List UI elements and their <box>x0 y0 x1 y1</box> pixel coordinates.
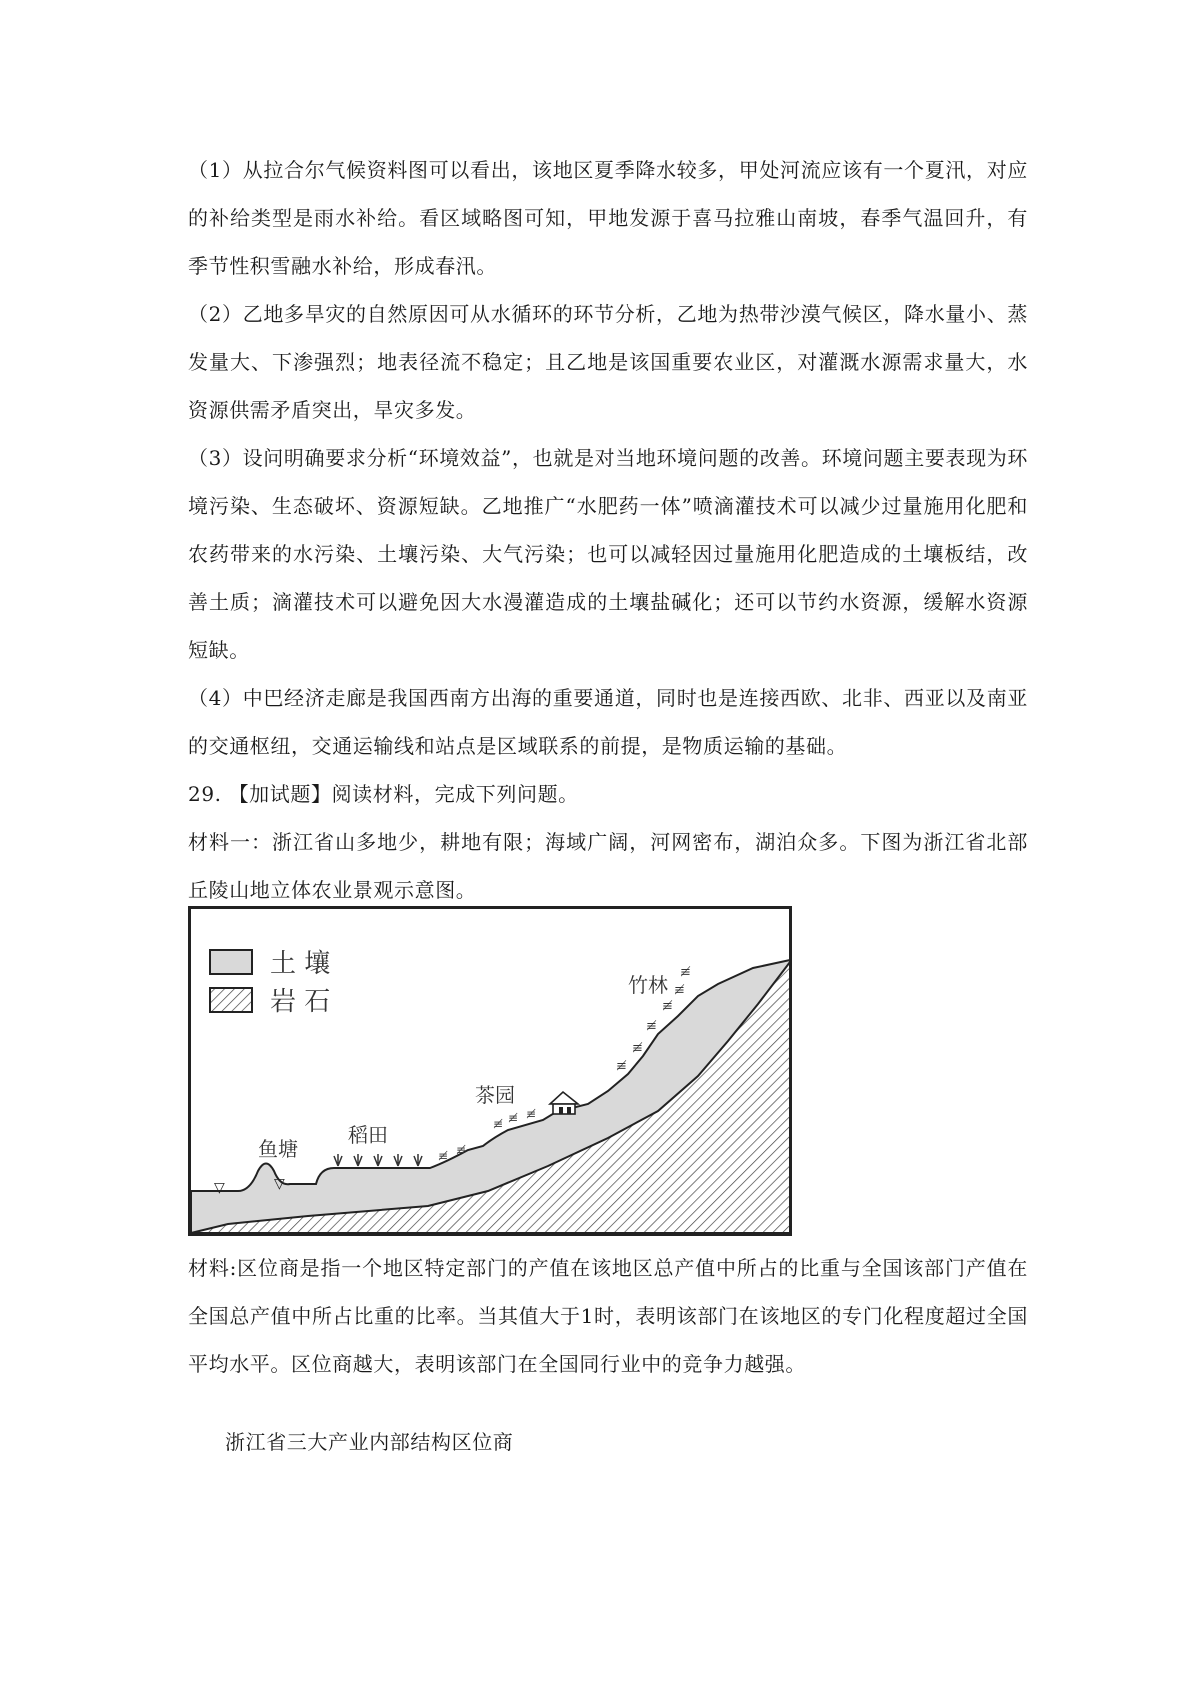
material-two <box>188 1244 1028 1388</box>
table-title: 浙江省三大产业内部结构区位商 <box>225 1430 514 1454</box>
material-one: 材料一：浙江省山多地少，耕地有限；海域广阔，河网密布，湖泊众多。下图为浙江省北部丘陵山地立体农业景观示意图。 <box>188 830 1028 902</box>
svg-text:≢: ≢ <box>493 1117 504 1131</box>
svg-text:≢: ≢ <box>646 1019 657 1034</box>
question-heading: 29. 【加试题】阅读材料，完成下列问题。 <box>188 782 579 806</box>
tea-garden-label: 茶园 <box>475 1083 515 1107</box>
paddy-label: 稻田 <box>348 1123 388 1147</box>
water-symbol-icon: ▽ <box>214 1180 225 1196</box>
svg-text:≢: ≢ <box>632 1041 643 1056</box>
terrace-agriculture-figure <box>188 906 792 1236</box>
svg-text:≢: ≢ <box>662 999 673 1014</box>
fishpond-label: 鱼塘 <box>258 1137 298 1161</box>
bamboo-label: 竹林 <box>628 973 668 997</box>
svg-text:≢: ≢ <box>616 1059 627 1074</box>
legend-rock-swatch <box>210 988 252 1012</box>
paragraph: （1）从拉合尔气候资料图可以看出，该地区夏季降水较多，甲处河流应该有一个夏汛，对应的补给类型是雨水补给。看区域略图可知，甲地发源于喜马拉雅山南坡，春季气温回升，有季节性积雪融水补给，形成春汛。 <box>188 158 1028 278</box>
paragraph: （4）中巴经济走廊是我国西南方出海的重要通道，同时也是连接西欧、北非、西亚以及南亚的交通枢纽，交通运输线和站点是区域联系的前提，是物质运输的基础。 <box>188 686 1028 758</box>
svg-text:≢: ≢ <box>526 1107 537 1121</box>
paragraph: （3）设问明确要求分析“环境效益”，也就是对当地环境问题的改善。环境问题主要表现为环境污染、生态破坏、资源短缺。乙地推广“水肥药一体”喷滴灌技术可以减少过量施用化肥和农药带来的水污染、土壤污染、大气污染；也可以减轻因过量施用化肥造成的土壤板结，改善土质；滴灌技术可以避免因大水漫灌造成的土壤盐碱化；还可以节约水资源，缓解水资源短缺。 <box>188 446 1028 662</box>
paragraph: （2）乙地多旱灾的自然原因可从水循环的环节分析，乙地为热带沙漠气候区，降水量小、蒸发量大、下渗强烈；地表径流不稳定；且乙地是该国重要农业区，对灌溉水源需求量大，水资源供需矛盾突出，旱灾多发。 <box>188 302 1028 422</box>
answer-analysis <box>188 146 1028 914</box>
svg-text:≢: ≢ <box>674 983 685 998</box>
legend-soil-label: 土 壤 <box>270 949 331 979</box>
legend-soil-swatch <box>210 950 252 974</box>
svg-text:≢: ≢ <box>456 1143 467 1157</box>
paragraph: 材料:区位商是指一个地区特定部门的产值在该地区总产值中所占的比重与全国该部门产值在全国总产值中所占比重的比率。当其值大于1时，表明该部门在该地区的专门化程度超过全国平均水平。区位商越大，表明该部门在全国同行业中的竞争力越强。 <box>188 1256 1028 1376</box>
svg-text:≢: ≢ <box>680 965 691 980</box>
svg-text:≢: ≢ <box>508 1111 519 1125</box>
legend-rock-label: 岩 石 <box>270 987 331 1017</box>
water-symbol-icon: ▽ <box>274 1176 285 1192</box>
svg-text:≢: ≢ <box>438 1149 449 1163</box>
